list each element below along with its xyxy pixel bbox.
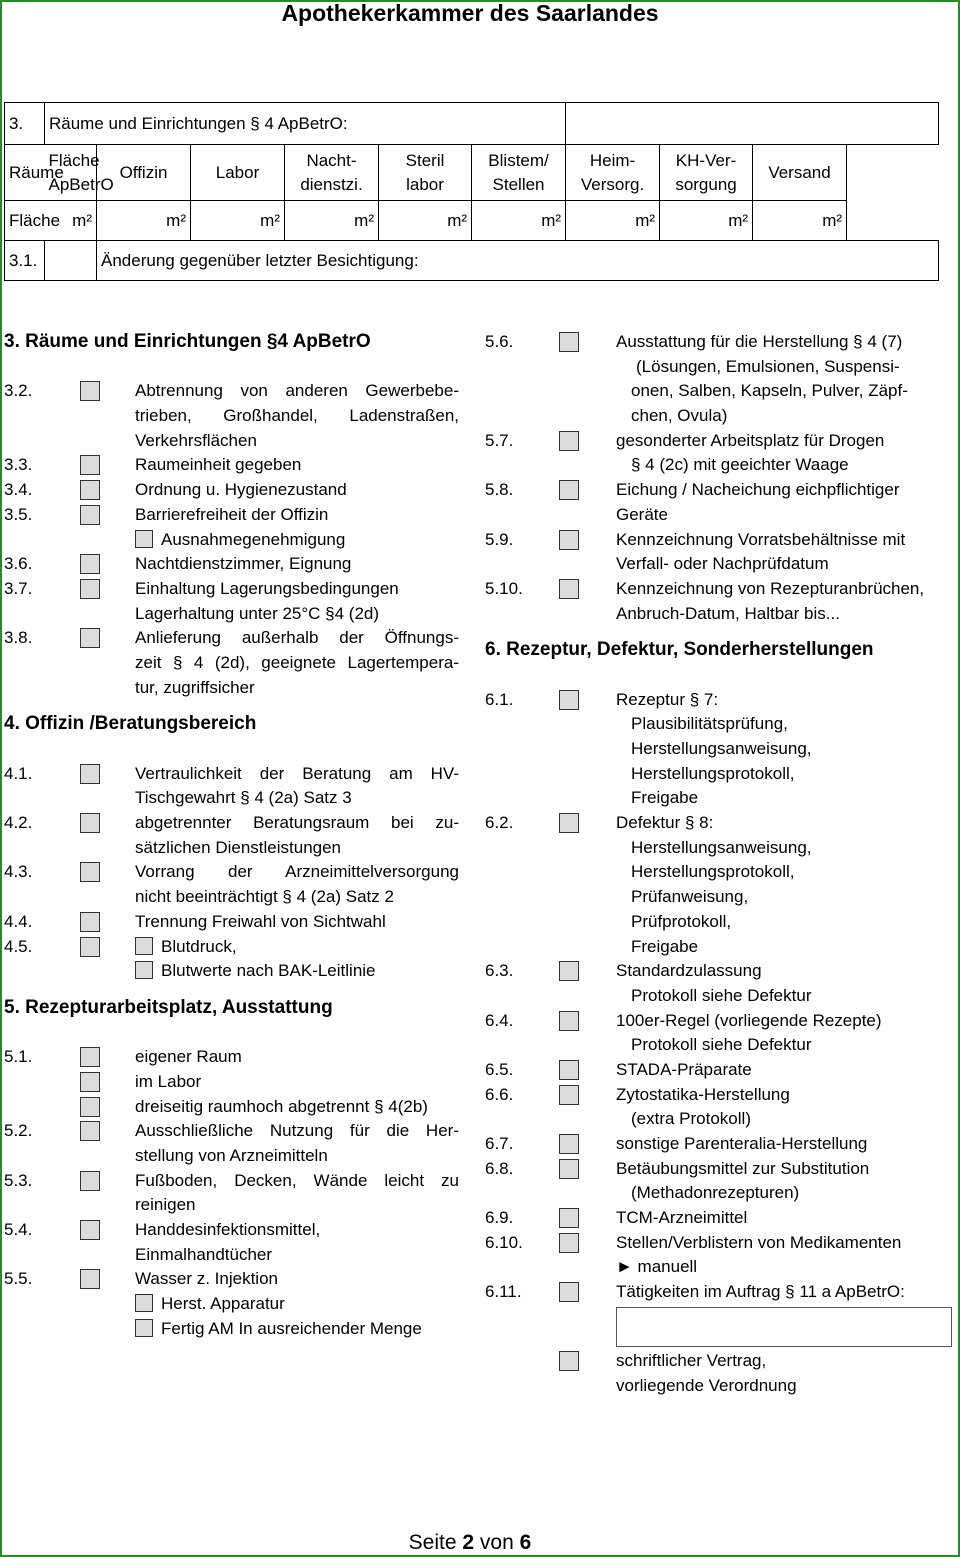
item-text: onen, Salben, Kapseln, Pulver, Zäpf- [631, 381, 908, 401]
item-number: 3.7. [4, 578, 33, 598]
item-text: abgetrennter Beratungsraum bei zu- [135, 813, 459, 833]
item-text: trieben, Großhandel, Ladenstraßen, [135, 406, 459, 426]
item-text: Prüfanweisung, [631, 887, 749, 907]
checkbox[interactable] [80, 455, 100, 475]
item-text: Betäubungsmittel zur Substitution [616, 1158, 870, 1178]
right-column [485, 330, 957, 1398]
item-text: (Methadonrezepturen) [631, 1183, 800, 1203]
header-heimversorgung: Heim- Versorg. [566, 145, 660, 201]
item-text: Stellen/Verblistern von Medikamenten [616, 1232, 902, 1252]
item-text: Freigabe [631, 788, 699, 808]
item-text: (extra Protokoll) [631, 1109, 751, 1129]
item-text: chen, Ovula) [631, 406, 728, 426]
item-text: im Labor [135, 1071, 202, 1091]
item-number: 4.3. [4, 862, 33, 882]
item-number: 6.10. [485, 1232, 523, 1252]
checkbox[interactable] [559, 1351, 579, 1371]
item-text: Plausibilitätsprüfung, [631, 714, 788, 734]
auftrag-entry-field[interactable] [616, 1307, 952, 1347]
checkbox[interactable] [135, 1319, 153, 1337]
item-number: 5.10. [485, 578, 523, 598]
item-text: Rezeptur § 7: [616, 689, 719, 709]
area-field[interactable]: m² [660, 201, 753, 241]
header-raeume: Räume [5, 145, 45, 201]
item-text: Ordnung u. Hygienezustand [135, 480, 347, 500]
row-num: 3.1. [5, 241, 45, 281]
checkbox[interactable] [135, 1294, 153, 1312]
checkbox[interactable] [80, 505, 100, 525]
checkbox[interactable] [80, 381, 100, 401]
item-text: Blutwerte nach BAK-Leitlinie [161, 961, 376, 981]
checkbox[interactable] [559, 690, 579, 710]
item-text: Standardzulassung [616, 961, 762, 981]
checkbox[interactable] [559, 530, 579, 550]
checkbox[interactable] [80, 480, 100, 500]
left-column [4, 330, 459, 1342]
item-text: Einhaltung Lagerungsbedingungen [135, 578, 399, 598]
item-text: Ausnahmegenehmigung [161, 529, 346, 549]
item-text: Trennung Freiwahl von Sichtwahl [135, 911, 386, 931]
page-footer: Seite 2 von 6 [408, 1531, 532, 1554]
item-text: vorliegende Verordnung [616, 1375, 797, 1395]
item-text: eigener Raum [135, 1047, 242, 1067]
header-blistern: Blistem/ Stellen [472, 145, 566, 201]
item-text: TCM-Arzneimittel [616, 1208, 748, 1228]
item-number: 6.8. [485, 1158, 514, 1178]
item-text: Protokoll siehe Defektur [631, 985, 812, 1005]
row-num: 3. [5, 103, 45, 145]
checkbox[interactable] [80, 579, 100, 599]
change-checkbox-cell[interactable] [45, 241, 97, 281]
item-number: 5.1. [4, 1047, 33, 1067]
item-text: Kennzeichnung von Rezepturanbrüchen, [616, 578, 925, 598]
item-text: Verkehrsflächen [135, 430, 257, 450]
item-text: Ausstattung für die Herstellung § 4 (7) [616, 332, 903, 351]
item-text: schriftlicher Vertrag, [616, 1350, 767, 1370]
checkbox[interactable] [559, 813, 579, 833]
item-text: 100er-Regel (vorliegende Rezepte) [616, 1010, 882, 1030]
item-text: (Lösungen, Emulsionen, Suspensi- [636, 356, 900, 376]
area-field[interactable]: m² [753, 201, 847, 241]
item-text: Nachtdienstzimmer, Eignung [135, 554, 352, 574]
header-flaeche: Fläche ApBetrO [45, 145, 97, 201]
item-number: 3.8. [4, 628, 33, 648]
area-field[interactable]: m² [285, 201, 379, 241]
checkbox[interactable] [135, 937, 153, 955]
checkbox[interactable] [559, 1159, 579, 1179]
item-text: Protokoll siehe Defektur [631, 1035, 812, 1055]
rooms-heading: Räume und Einrichtungen § 4 ApBetrO: [45, 103, 472, 145]
checkbox[interactable] [135, 530, 153, 548]
section-heading: 4. Offizin /Beratungsbereich [4, 713, 257, 735]
checkbox[interactable] [80, 1171, 100, 1191]
item-number: 4.5. [4, 936, 33, 956]
item-text: Anbruch-Datum, Haltbar bis... [616, 603, 840, 623]
item-text: sonstige Parenteralia-Herstellung [616, 1134, 868, 1153]
checkbox[interactable] [80, 628, 100, 648]
item-number: 6.11. [485, 1282, 522, 1302]
area-field[interactable]: m² [566, 201, 660, 241]
header-kh-versorgung: KH-Ver- sorgung [660, 145, 753, 201]
header-versand: Versand [753, 145, 847, 201]
item-number: 5.6. [485, 332, 514, 351]
item-text: Lagerhaltung unter 25°C §4 (2d) [135, 603, 380, 623]
item-text: dreiseitig raumhoch abgetrennt § 4(2b) [135, 1096, 428, 1116]
checkbox[interactable] [80, 1220, 100, 1240]
section-heading: 5. Rezepturarbeitsplatz, Ausstattung [4, 996, 333, 1018]
item-number: 3.6. [4, 554, 33, 574]
checkbox[interactable] [80, 1269, 100, 1289]
checkbox[interactable] [559, 332, 579, 352]
checkbox[interactable] [80, 1121, 100, 1141]
item-text: Handdesinfektionsmittel, [135, 1220, 321, 1240]
item-text: Geräte [616, 504, 668, 524]
item-number: 5.8. [485, 480, 514, 500]
checkbox[interactable] [559, 1282, 579, 1302]
checkbox[interactable] [559, 1060, 579, 1080]
item-text: Vorrang der Arzneimittelversorgung [135, 862, 459, 882]
header-labor: Labor [191, 145, 285, 201]
checkbox[interactable] [80, 862, 100, 882]
section-heading: 6. Rezeptur, Defektur, Sonderherstellungen [485, 639, 874, 661]
item-text: Prüfprotokoll, [631, 911, 732, 931]
item-text: Einmalhandtücher [135, 1244, 273, 1264]
item-text: Herst. Apparatur [161, 1294, 285, 1314]
item-text: Barrierefreiheit der Offizin [135, 504, 329, 524]
item-text: Defektur § 8: [616, 813, 714, 833]
item-number: 6.6. [485, 1084, 514, 1104]
header-offizin: Offizin [97, 145, 191, 201]
checkbox[interactable] [559, 1085, 579, 1105]
header-nachtdienst: Nacht- dienstzi. [285, 145, 379, 201]
item-text: Verfall- oder Nachprüfdatum [616, 554, 829, 574]
checkbox[interactable] [559, 1208, 579, 1228]
item-text: zeit § 4 (2d), geeignete Lagertempera- [135, 652, 459, 672]
item-number: 6.9. [485, 1208, 514, 1228]
area-field[interactable]: m² [97, 201, 191, 241]
item-number: 4.1. [4, 763, 33, 783]
area-field[interactable]: m² [379, 201, 472, 241]
item-text: Tätigkeiten im Auftrag § 11 a ApBetrO: [616, 1282, 905, 1302]
item-number: 6.5. [485, 1059, 514, 1079]
change-label: Änderung gegenüber letzter Besichtigung: [97, 241, 939, 281]
item-text: Kennzeichnung Vorratsbehältnisse mit [616, 529, 906, 549]
checkbox[interactable] [80, 1072, 100, 1092]
item-number: 6.2. [485, 813, 514, 833]
item-text: gesonderter Arbeitsplatz für Drogen [616, 430, 885, 450]
item-number: 3.4. [4, 480, 33, 500]
section-heading: 3. Räume und Einrichtungen §4 ApBetrO [4, 331, 371, 352]
item-text: Wasser z. Injektion [135, 1269, 278, 1289]
checkbox[interactable] [80, 813, 100, 833]
item-number: 3.3. [4, 455, 33, 475]
item-text: stellung von Arzneimitteln [135, 1146, 328, 1165]
item-number: 5.4. [4, 1220, 33, 1240]
area-field[interactable]: m² [472, 201, 566, 241]
item-text: Eichung / Nacheichung eichpflichtiger [616, 480, 900, 500]
checkbox[interactable] [135, 961, 153, 979]
checkbox[interactable] [559, 1233, 579, 1253]
item-text: nicht beeinträchtigt § 4 (2a) Satz 2 [135, 887, 394, 907]
header-sterillabor: Steril labor [379, 145, 472, 201]
item-text: Abtrennung von anderen Gewerbebe- [135, 381, 459, 401]
item-text: ► manuell [616, 1257, 698, 1277]
item-text: Ausschließliche Nutzung für die Her- [135, 1121, 459, 1141]
checkbox[interactable] [559, 579, 579, 599]
checkbox[interactable] [80, 937, 100, 957]
checkbox[interactable] [559, 431, 579, 451]
item-number: 4.4. [4, 911, 33, 931]
rooms-table [4, 102, 939, 281]
item-text: reinigen [135, 1195, 196, 1215]
item-number: 3.5. [4, 504, 33, 524]
page-title: Apothekerkammer des Saarlandes [281, 0, 659, 26]
item-text: Herstellungsprotokoll, [631, 763, 795, 783]
checkbox[interactable] [80, 1097, 100, 1117]
item-text: Tischgewahrt § 4 (2a) Satz 3 [135, 788, 352, 808]
item-number: 6.4. [485, 1010, 514, 1030]
item-number: 6.3. [485, 961, 514, 981]
item-text: Anlieferung außerhalb der Öffnungs- [135, 628, 459, 648]
item-number: 5.7. [485, 430, 514, 450]
item-text: STADA-Präparate [616, 1059, 752, 1079]
item-number: 6.7. [485, 1134, 514, 1153]
item-text: Fertig AM In ausreichender Menge [161, 1318, 422, 1338]
checkbox[interactable] [559, 480, 579, 500]
item-number: 6.1. [485, 689, 514, 709]
checkbox[interactable] [80, 912, 100, 932]
flaeche-label: Fläche m² [5, 201, 97, 241]
item-text: sätzlichen Dienstleistungen [135, 837, 342, 857]
item-text: Raumeinheit gegeben [135, 455, 302, 475]
item-number: 5.5. [4, 1269, 33, 1289]
checkbox[interactable] [80, 1047, 100, 1067]
checkbox[interactable] [80, 764, 100, 784]
item-number: 5.2. [4, 1121, 33, 1141]
item-text: Herstellungsanweisung, [631, 837, 812, 857]
area-field[interactable]: m² [191, 201, 285, 241]
item-text: § 4 (2c) mit geeichter Waage [631, 455, 849, 475]
item-text: Herstellungsprotokoll, [631, 862, 795, 882]
item-text: Vertraulichkeit der Beratung am HV- [135, 763, 459, 783]
item-text: Herstellungsanweisung, [631, 739, 812, 758]
item-text: Freigabe [631, 936, 699, 956]
item-text: Fußboden, Decken, Wände leicht zu [135, 1170, 459, 1190]
item-number: 3.2. [4, 381, 33, 401]
checkbox[interactable] [559, 961, 579, 981]
item-number: 5.3. [4, 1170, 33, 1190]
item-number: 4.2. [4, 813, 33, 833]
checkbox[interactable] [559, 1134, 579, 1154]
item-text: Zytostatika-Herstellung [616, 1084, 790, 1104]
item-text: Blutdruck, [161, 936, 237, 956]
checkbox[interactable] [559, 1011, 579, 1031]
item-number: 5.9. [485, 529, 514, 549]
checkbox[interactable] [80, 554, 100, 574]
item-text: tur, zugriffsicher [135, 677, 255, 697]
